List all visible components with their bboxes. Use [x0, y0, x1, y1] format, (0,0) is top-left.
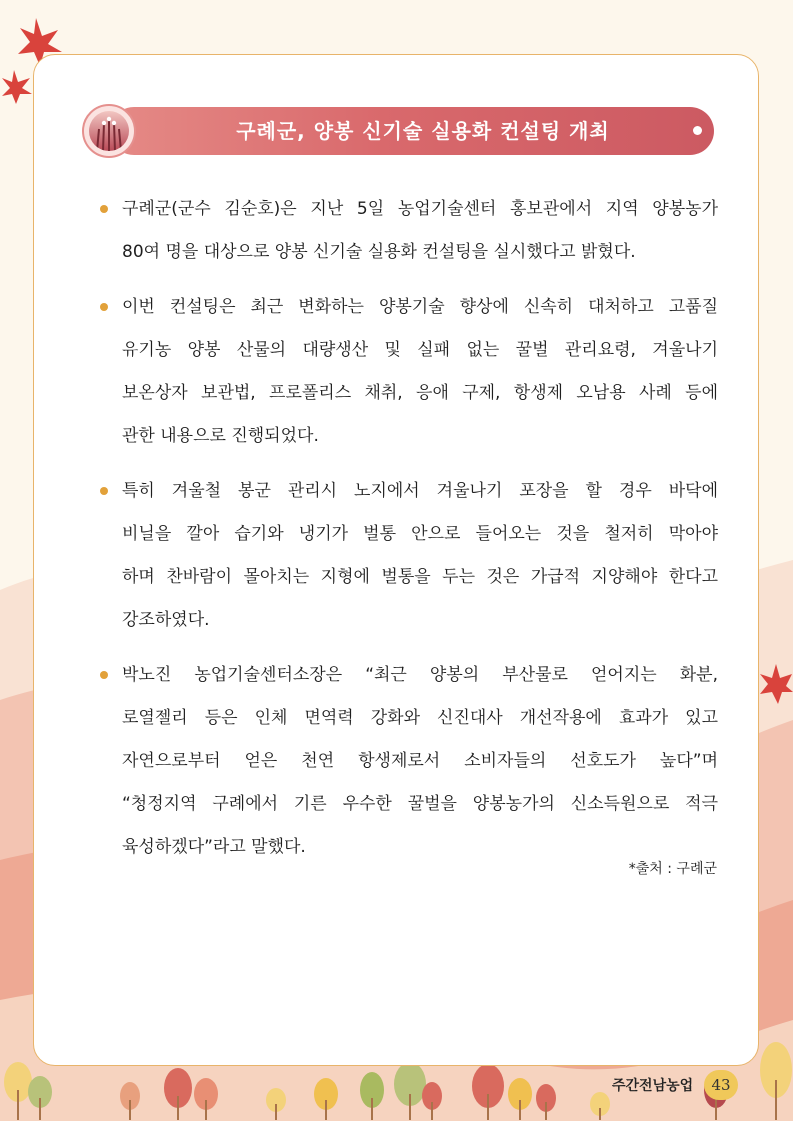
- text-line: 박노진 농업기술센터소장은 “최근 양봉의 부산물로 얻어지는 화분,: [122, 665, 718, 685]
- article-body: [100, 188, 718, 881]
- text-line: 보온상자 보관법, 프로폴리스 채취, 응애 구제, 항생제 오남용 사례 등에: [122, 383, 718, 403]
- text-line: 하며 찬바람이 몰아치는 지형에 벌통을 두는 것은 가급적 지양해야 한다고: [122, 567, 718, 587]
- paragraph: [100, 286, 718, 458]
- text-line: 80여 명을 대상으로 양봉 신기술 실용화 컨설팅을 실시했다고 밝혔다.: [122, 242, 636, 262]
- bullet-icon: [100, 487, 108, 495]
- source-credit: *출처 : 구례군: [628, 861, 717, 877]
- page-number: 43: [704, 1070, 738, 1100]
- text-line: 관한 내용으로 진행되었다.: [122, 426, 319, 446]
- publication-name: 주간전남농업: [612, 1078, 694, 1094]
- text-line: 로열젤리 등은 인체 면역력 강화와 신진대사 개선작용에 효과가 있고: [122, 708, 718, 728]
- bullet-icon: [100, 671, 108, 679]
- text-line: “청정지역 구례에서 기른 우수한 꿀벌을 양봉농가의 신소득원으로 적극: [122, 794, 718, 814]
- text-line: 강조하였다.: [122, 610, 210, 630]
- text-line: 유기농 양봉 산물의 대량생산 및 실패 없는 꿀벌 관리요령, 겨울나기: [122, 340, 718, 360]
- text-line: 이번 컨설팅은 최근 변화하는 양봉기술 향상에 신속히 대처하고 고품질: [122, 297, 718, 317]
- text-line: 구례군(군수 김순호)은 지난 5일 농업기술센터 홍보관에서 지역 양봉농가: [122, 199, 718, 219]
- bullet-icon: [100, 303, 108, 311]
- text-line: 육성하겠다”라고 말했다.: [122, 837, 306, 857]
- paragraph: [100, 654, 718, 869]
- dot-icon: [693, 126, 702, 135]
- bullet-icon: [100, 205, 108, 213]
- paragraph: [100, 470, 718, 642]
- article-title: 구례군, 양봉 신기술 실용화 컨설팅 개최: [236, 119, 610, 143]
- text-line: 특히 겨울철 봉군 관리시 노지에서 겨울나기 포장을 할 경우 바닥에: [122, 481, 718, 501]
- text-line: 자연으로부터 얻은 천연 항생제로서 소비자들의 선호도가 높다”며: [122, 751, 718, 771]
- article-banner: [82, 104, 714, 158]
- text-line: 비닐을 깔아 습기와 냉기가 벌통 안으로 들어오는 것을 철저히 막아야: [122, 524, 718, 544]
- paragraph: [100, 188, 718, 274]
